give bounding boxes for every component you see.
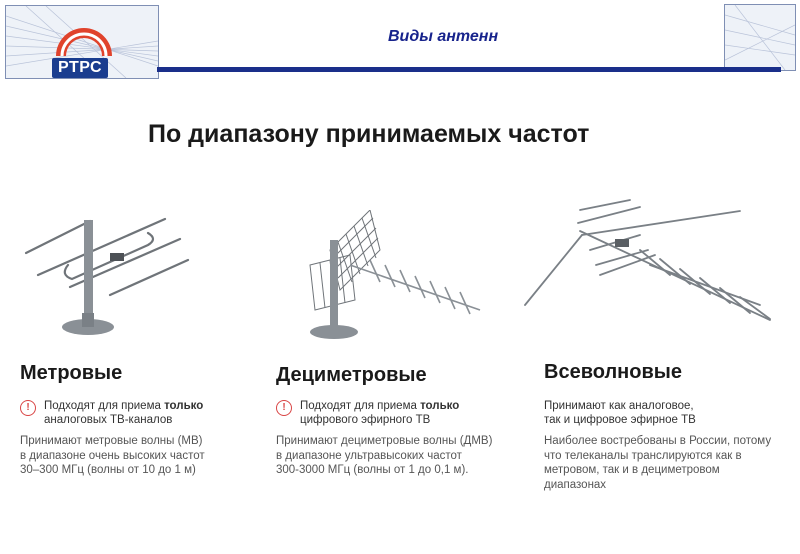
page-header-title: Виды антенн [388,28,499,45]
decimeter-antenna-image [300,210,500,360]
warning-icon: ! [276,400,292,416]
decimeter-description: Принимают дециметровые волны (ДМВ) в диапазоне ультравысоких частот 300-3000 МГц (волны от 1 до 0,1 м). [276,435,493,476]
header-bar [157,67,781,72]
all-wave-note: Принимают как аналоговое, так и цифровое эфирное ТВ [544,400,696,426]
decimeter-note: Подходят для приема только цифрового эфирного ТВ [300,400,460,426]
decimeter-title: Дециметровые [276,364,427,386]
header-logo-box [5,5,159,79]
all-wave-title: Всеволновые [544,361,682,383]
meter-antenna-image [20,205,220,355]
main-title: По диапазону принимаемых частот [148,120,590,148]
corner-lines-graphic [725,5,795,70]
warning-icon: ! [20,400,36,416]
meter-title: Метровые [20,362,123,384]
meter-description: Принимают метровые волны (МВ) в диапазоне очень высоких частот 30–300 МГц (волны от 10 до 1 м) [20,435,205,476]
header-corner-box [724,4,796,71]
logo-text: РТРС [52,58,108,78]
all-wave-description: Наиболее востребованы в России, потому что телеканалы транслируются как в метровом, так и в дециметровом диапазонах [544,435,772,491]
all-wave-antenna-image [520,195,790,325]
meter-note: Подходят для приема только аналоговых ТВ-каналов [44,400,204,426]
